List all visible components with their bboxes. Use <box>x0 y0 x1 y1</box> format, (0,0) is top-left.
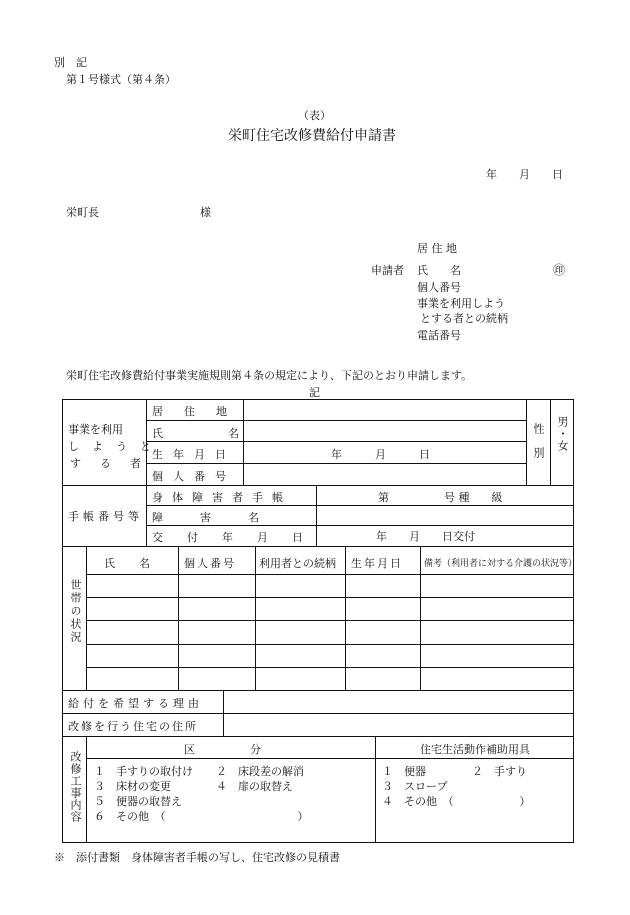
sex-value: 男・女 <box>556 416 569 452</box>
applicant-relation-label-2: とする者との続柄 <box>420 312 508 325</box>
date-field: 年 月 日 <box>486 168 563 181</box>
application-form-table <box>62 399 578 843</box>
annex-label: 別 記 <box>54 56 87 69</box>
user-birth-label: 生年月日 <box>152 448 236 461</box>
aid-item-1: １ 便器 <box>382 765 426 778</box>
applicant-label: 申請者 <box>371 264 404 277</box>
household-header-name: 氏名 <box>104 557 174 570</box>
household-header-number: 個人番号 <box>184 557 236 570</box>
handbook-issue-date: 年 月 日交付 <box>376 530 475 543</box>
sex-label: 性別 <box>532 423 545 471</box>
user-birth-value: 年 月 日 <box>331 448 430 461</box>
user-label-line-1: 事業を利用 <box>68 423 123 436</box>
renovation-item-6: ６ その他 （ ） <box>94 810 309 823</box>
applicant-relation-label-1: 事業を利用しよう <box>417 297 505 310</box>
application-statement: 栄町住宅改修費給付事業実施規則第４条の規定により、下記のとおり申請します。 <box>66 369 473 382</box>
reason-label: 給付を希望する理由 <box>68 697 203 710</box>
applicant-address-label: 居 住 地 <box>417 242 457 255</box>
user-label-line-3: する者 <box>70 457 160 470</box>
user-name-label: 氏名 <box>152 427 304 440</box>
page-title: 栄町住宅改修費給付申請書 <box>228 128 396 144</box>
applicant-personal-number-label: 個人番号 <box>417 281 461 294</box>
aid-item-3: ３ スロープ <box>382 780 448 793</box>
renovation-aid-header: 住宅生活動作補助用具 <box>420 743 530 756</box>
household-header-birth: 生年月日 <box>351 557 403 570</box>
user-number-label: 個人番号 <box>152 470 236 483</box>
handbook-number-field: 第 号 種 級 <box>378 491 503 504</box>
side-label: （表） <box>298 109 331 122</box>
renovation-item-3: ３ 床材の変更 <box>94 780 171 793</box>
household-label: 世帯の状況 <box>69 579 82 644</box>
renovation-item-1: １ 手すりの取付け <box>94 765 193 778</box>
user-section-label <box>68 421 164 472</box>
footnote: ※ 添付書類 身体障害者手帳の写し、住宅改修の見積書 <box>54 851 340 864</box>
renovation-label: 改修工事内容 <box>69 751 82 823</box>
household-header-relation: 利用者との続柄 <box>259 557 336 570</box>
renovation-item-2: ２ 床段差の解消 <box>216 765 304 778</box>
applicant-name-label: 氏 名 <box>417 264 461 277</box>
user-address-label: 居住地 <box>152 405 248 418</box>
handbook-row3-label: 交付年月日 <box>152 531 327 544</box>
renovation-category-header: 区 分 <box>184 743 261 756</box>
house-address-label: 改修を行う住宅の住所 <box>68 720 198 733</box>
renovation-item-4: ４ 扉の取替え <box>216 780 293 793</box>
handbook-row1-label: 身体障害者手帳 <box>152 491 292 504</box>
handbook-row2-label: 障害名 <box>152 511 296 524</box>
form-number: 第１号様式（第４条） <box>66 73 176 86</box>
addressee: 栄町長 <box>66 206 99 219</box>
aid-item-4: ４ その他 （ ） <box>382 795 531 808</box>
aid-item-2: ２ 手すり <box>472 765 527 778</box>
seal-mark: ㊞ <box>553 263 566 277</box>
household-header-remarks: 備考（利用者に対する介護の状況等） <box>424 559 578 569</box>
honorific: 様 <box>200 206 211 219</box>
handbook-label: 手帳番号等 <box>68 510 143 523</box>
renovation-item-5: ５ 便器の取替え <box>94 795 182 808</box>
user-label-line-2: しようと <box>68 440 164 453</box>
applicant-phone-label: 電話番号 <box>417 329 461 342</box>
ki-label: 記 <box>309 386 320 399</box>
